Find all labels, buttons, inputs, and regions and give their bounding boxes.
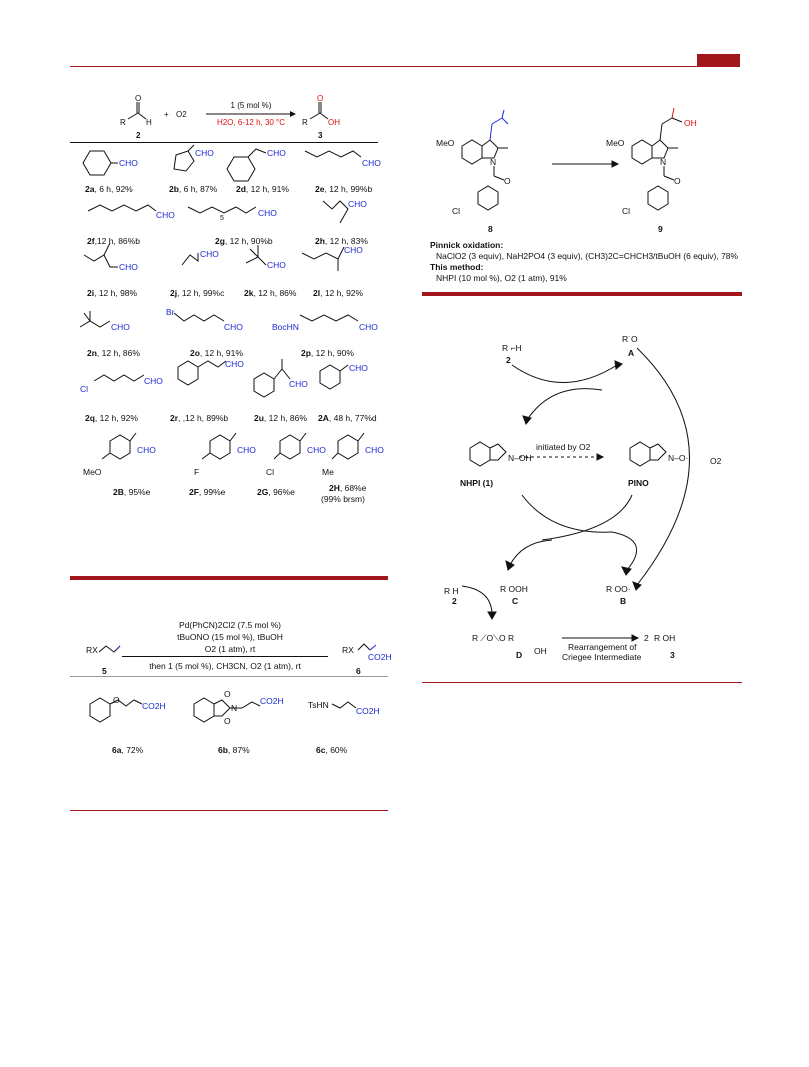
reaction-equation bbox=[70, 95, 390, 145]
indole-structures bbox=[422, 88, 742, 228]
compound-2-label: 2 bbox=[136, 131, 141, 140]
entry-2q: 2q, 12 h, 92% bbox=[85, 413, 138, 423]
entry-6c: 6c, 60% bbox=[316, 745, 348, 755]
bromo-2o: Br bbox=[166, 307, 175, 317]
wacker-arrow bbox=[122, 656, 328, 657]
label-C: C bbox=[512, 596, 519, 606]
compound-9-label: 9 bbox=[658, 224, 663, 234]
wacker-atmosphere: O2 (1 atm), rt bbox=[204, 644, 256, 654]
cho-2F: CHO bbox=[237, 445, 256, 455]
entry-2g: 2g, 12 h, 90%b bbox=[215, 236, 273, 246]
compound-5-label: 5 bbox=[102, 666, 107, 676]
wacker-additive: tBuONO (15 mol %), tBuOH bbox=[177, 632, 283, 642]
compound-6-label: 6 bbox=[356, 666, 361, 676]
acid-3-structure bbox=[310, 102, 328, 119]
method-conditions: NHPI (10 mol %), O2 (1 atm), 91% bbox=[436, 273, 567, 283]
entry-2F: 2F, 99%e bbox=[189, 487, 226, 497]
aldehyde-2-structure bbox=[128, 102, 146, 119]
entry-2k: 2k, 12 h, 86% bbox=[244, 288, 297, 298]
aldehyde-2-mech: R ⌐H bbox=[502, 343, 522, 353]
wacker-second-step: then 1 (5 mol %), CH3CN, O2 (1 atm), rt bbox=[149, 661, 301, 671]
cho-2f: CHO bbox=[156, 210, 175, 220]
cho-2h: CHO bbox=[348, 199, 367, 209]
cho-2p: CHO bbox=[359, 322, 378, 332]
cho-2b: CHO bbox=[195, 148, 214, 158]
catalyst-label: 1 (5 mol %) bbox=[230, 101, 272, 110]
imide-oxygen-top: O bbox=[224, 689, 231, 699]
aldehyde-o-atom: O bbox=[135, 94, 142, 103]
cho-2n: CHO bbox=[111, 322, 130, 332]
pino-nitrogen: N–O· bbox=[668, 453, 689, 463]
entry-2f: 2f,12 h, 86%b bbox=[87, 236, 140, 246]
acid-oh-atom: OH bbox=[328, 118, 340, 127]
allyl-structure bbox=[70, 612, 130, 652]
method-title: This method: bbox=[430, 262, 484, 272]
arrowhead bbox=[290, 111, 296, 117]
cho-2H: CHO bbox=[365, 445, 384, 455]
acid-chain-structure bbox=[350, 612, 410, 652]
cho-2u: CHO bbox=[289, 379, 308, 389]
rearrangement-line1: Rearrangement of bbox=[568, 642, 637, 652]
cho-2a: CHO bbox=[119, 158, 138, 168]
entry-2a: 2a, 6 h, 92% bbox=[85, 184, 133, 194]
scheme-aldehyde-oxidation bbox=[70, 95, 390, 515]
chloro-8: Cl bbox=[452, 206, 461, 216]
methyl-2H: Me bbox=[322, 467, 334, 477]
label-D: D bbox=[516, 650, 523, 660]
imide-nitrogen: N bbox=[231, 703, 238, 713]
nitrogen-8: N bbox=[490, 157, 497, 167]
chloro-2G: Cl bbox=[266, 467, 275, 477]
tshn-6c: TsHN bbox=[308, 700, 329, 710]
entry-2n: 2n, 12 h, 86% bbox=[87, 348, 140, 358]
chloro-9: Cl bbox=[622, 206, 631, 216]
entry-2h: 2h, 12 h, 83% bbox=[315, 236, 368, 246]
brsm-note: (99% brsm) bbox=[321, 494, 365, 504]
cho-2B: CHO bbox=[137, 445, 156, 455]
criegee-oh: OH bbox=[534, 646, 547, 656]
chloro-2q: Cl bbox=[80, 384, 89, 394]
header-tab bbox=[697, 54, 740, 66]
nitrogen-9: N bbox=[660, 157, 667, 167]
acid-3-mech: R OH bbox=[654, 633, 676, 643]
scheme-mechanism bbox=[422, 320, 742, 680]
entry-2j: 2j, 12 h, 99%c bbox=[170, 288, 225, 298]
entry-2B: 2B, 95%e bbox=[113, 487, 151, 497]
initiated-label: initiated by O2 bbox=[536, 442, 591, 452]
entry-6b: 6b, 87% bbox=[218, 745, 250, 755]
entry-2r: 2r, ,12 h, 89%b bbox=[170, 413, 229, 423]
rx-start: RX bbox=[86, 645, 98, 655]
o2-label: O2 bbox=[710, 456, 722, 466]
cho-2G: CHO bbox=[307, 445, 326, 455]
co2h-6b: CO2H bbox=[260, 696, 284, 706]
criegee-D: R ⟋O⟍O R bbox=[472, 633, 515, 643]
entry-2d: 2d, 12 h, 91% bbox=[236, 184, 289, 194]
nhpi-nitrogen: N–OH bbox=[508, 453, 532, 463]
bochn-2p: BocHN bbox=[272, 322, 299, 332]
left-bottom-rule bbox=[70, 810, 388, 811]
acid-r-atom: R bbox=[302, 118, 308, 127]
entry-2l: 2l, 12 h, 92% bbox=[313, 288, 364, 298]
cho-2A: CHO bbox=[349, 363, 368, 373]
chain-subscript-2g: 5 bbox=[220, 215, 224, 222]
rearrangement-line2: Criegee Intermediate bbox=[562, 652, 642, 662]
compound-3-label: 3 bbox=[318, 131, 323, 140]
carbonyl-o-8: O bbox=[504, 176, 511, 186]
nhpi-label: NHPI (1) bbox=[460, 478, 494, 488]
plus-sign: + bbox=[164, 110, 169, 119]
scheme-indomethacin bbox=[422, 88, 742, 298]
entry-2H: 2H, 68%e bbox=[329, 483, 367, 493]
cho-2i: CHO bbox=[119, 262, 138, 272]
label-2-lower: 2 bbox=[452, 596, 457, 606]
entry-2b: 2b, 6 h, 87% bbox=[169, 184, 218, 194]
entry-6a: 6a, 72% bbox=[112, 745, 144, 755]
label-3-mech: 3 bbox=[670, 650, 675, 660]
right-section-rule bbox=[422, 292, 742, 296]
left-section-rule bbox=[70, 576, 388, 580]
co2h-product: CO2H bbox=[368, 652, 392, 662]
scheme-wacker-oxidation bbox=[70, 612, 390, 762]
pino-label: PINO bbox=[628, 478, 649, 488]
cho-2r: CHO bbox=[225, 359, 244, 369]
peroxy-radical-B: R OO· bbox=[606, 584, 631, 594]
fluoro-2F: F bbox=[194, 467, 200, 477]
acid-o-atom: O bbox=[317, 94, 324, 103]
entry-2o: 2o, 12 h, 91% bbox=[190, 348, 243, 358]
pinnick-conditions: NaClO2 (3 equiv), NaH2PO4 (3 equiv), (CH3)2C=CHCH3/tBuOH (6 equiv), 78% bbox=[436, 251, 739, 261]
right-bottom-rule bbox=[422, 682, 742, 683]
co2h-6a: CO2H bbox=[142, 701, 166, 711]
cho-2o: CHO bbox=[224, 322, 243, 332]
acid-oh-9: OH bbox=[684, 118, 697, 128]
cho-2d: CHO bbox=[267, 148, 286, 158]
cho-2e: CHO bbox=[362, 158, 381, 168]
header-rule bbox=[70, 66, 740, 67]
oxygen-reagent: O2 bbox=[176, 110, 187, 119]
wacker-divider bbox=[70, 676, 388, 677]
entry-2i: 2i, 12 h, 98% bbox=[87, 288, 138, 298]
co2h-6c: CO2H bbox=[356, 706, 380, 716]
cho-2j: CHO bbox=[200, 249, 219, 259]
acyl-radical-A: R˙O bbox=[622, 334, 638, 344]
carbonyl-o-9: O bbox=[674, 176, 681, 186]
aldehyde-r-atom: R bbox=[120, 118, 126, 127]
cho-2g: CHO bbox=[258, 208, 277, 218]
meo-9: MeO bbox=[606, 138, 625, 148]
compound-8-label: 8 bbox=[488, 224, 493, 234]
entry-2u: 2u, 12 h, 86% bbox=[254, 413, 307, 423]
cho-2l: CHO bbox=[344, 245, 363, 255]
aldehyde-2-lower: R H bbox=[444, 586, 459, 596]
meo-8: MeO bbox=[436, 138, 455, 148]
label-B: B bbox=[620, 596, 627, 606]
cho-2q: CHO bbox=[144, 376, 163, 386]
cho-2k: CHO bbox=[267, 260, 286, 270]
entry-2A: 2A, 48 h, 77%d bbox=[318, 413, 377, 423]
rx-product: RX bbox=[342, 645, 354, 655]
conditions-label: H2O, 6-12 h, 30 °C bbox=[216, 118, 286, 127]
coefficient-2: 2 bbox=[644, 633, 649, 643]
ether-oxygen: O bbox=[113, 695, 120, 705]
aldehyde-h-atom: H bbox=[146, 118, 152, 127]
entry-2e: 2e, 12 h, 99%b bbox=[315, 184, 373, 194]
label-2-mech: 2 bbox=[506, 355, 511, 365]
peracid-C: R OOH bbox=[500, 584, 528, 594]
imide-oxygen-bottom: O bbox=[224, 716, 231, 726]
label-A: A bbox=[628, 348, 635, 358]
entry-2p: 2p, 12 h, 90% bbox=[301, 348, 354, 358]
entry-2G: 2G, 96%e bbox=[257, 487, 295, 497]
mechanism-cycle bbox=[422, 320, 742, 680]
meo-2B: MeO bbox=[83, 467, 102, 477]
pinnick-title: Pinnick oxidation: bbox=[430, 240, 504, 250]
wacker-catalyst: Pd(PhCN)2Cl2 (7.5 mol %) bbox=[178, 620, 282, 630]
